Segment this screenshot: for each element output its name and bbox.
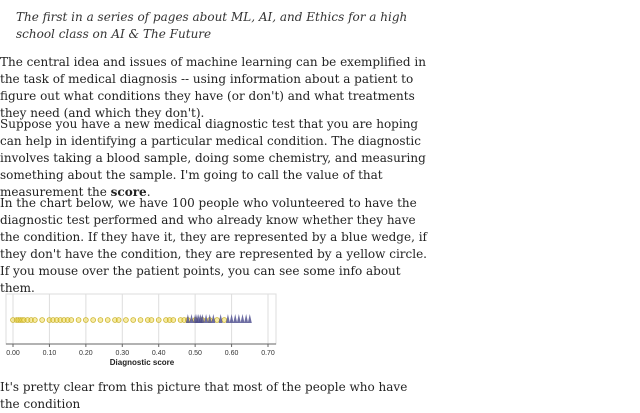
chart-tick-label: 0.60 — [224, 350, 239, 357]
patient-point-no-condition[interactable] — [40, 318, 45, 323]
paragraph-conclusion: It's pretty clear from this picture that most of the people who have the condition — [0, 380, 408, 411]
chart-tick-label: 0.00 — [6, 350, 20, 357]
patient-point-no-condition[interactable] — [116, 318, 121, 323]
patient-point-no-condition[interactable] — [222, 318, 227, 323]
patient-point-no-condition[interactable] — [76, 318, 81, 323]
paragraph-diagnostic-test-end: . — [146, 185, 151, 199]
patient-point-has-condition[interactable] — [230, 314, 234, 323]
patient-point-no-condition[interactable] — [149, 318, 154, 323]
chart-x-ticks — [6, 344, 276, 357]
patient-point-no-condition[interactable] — [83, 318, 88, 323]
patient-point-has-condition[interactable] — [241, 314, 245, 323]
patient-point-no-condition[interactable] — [69, 318, 74, 323]
chart-tick-label: 0.50 — [188, 350, 202, 357]
chart-tick-label: 0.40 — [151, 350, 166, 357]
patient-point-no-condition[interactable] — [215, 318, 220, 323]
chart-tick-label: 0.70 — [261, 350, 275, 357]
chart-points — [11, 314, 252, 323]
patient-point-no-condition[interactable] — [131, 318, 136, 323]
patient-point-no-condition[interactable] — [32, 318, 37, 323]
patient-point-no-condition[interactable] — [138, 318, 143, 323]
patient-point-has-condition[interactable] — [244, 314, 248, 323]
patient-point-has-condition[interactable] — [248, 314, 252, 323]
chart-svg — [0, 290, 290, 370]
chart-tick-label: 0.30 — [115, 350, 130, 357]
paragraph-chart-explanation: In the chart below, we have 100 people who volunteered to have the diagnostic test performed and who already know whether they have the condition. If they have it, they are represented by a blue wedge, if they don't have the condition, they are represented by a yellow circle. If you mouse over the patient points, you can see some info about them. — [0, 196, 427, 295]
patient-point-no-condition[interactable] — [156, 318, 161, 323]
patient-point-no-condition[interactable] — [91, 318, 96, 323]
chart-x-axis-label: Diagnostic score — [109, 358, 175, 367]
patient-point-no-condition[interactable] — [98, 318, 103, 323]
patient-point-has-condition[interactable] — [233, 314, 237, 323]
patient-point-has-condition[interactable] — [237, 314, 241, 323]
patient-point-no-condition[interactable] — [124, 318, 129, 323]
paragraph-diagnostic-test-text: Suppose you have a new medical diagnostic test that you are hoping can help in identifying a particular medical condition. The diagnostic involves taking a blood sample, doing some chemistry, and measuring something about the sample. I'm going to call the value of that measurement the — [0, 117, 426, 199]
patient-point-no-condition[interactable] — [105, 318, 110, 323]
intro-note: The first in a series of pages about ML, AI, and Ethics for a high school class on AI & The Future — [16, 10, 408, 41]
chart-tick-label: 0.20 — [79, 350, 93, 357]
paragraph-medical-diagnosis: The central idea and issues of machine learning can be exemplified in the task of medical diagnosis -- using information about a patient to figure out what conditions they have (or don't) and what treatments they need (and which they don't). — [0, 55, 426, 120]
score-term: score — [110, 185, 147, 199]
paragraph-diagnostic-test — [0, 116, 430, 201]
diagnostic-score-chart — [0, 290, 290, 370]
patient-point-no-condition[interactable] — [171, 318, 176, 323]
chart-tick-label: 0.10 — [42, 350, 57, 357]
